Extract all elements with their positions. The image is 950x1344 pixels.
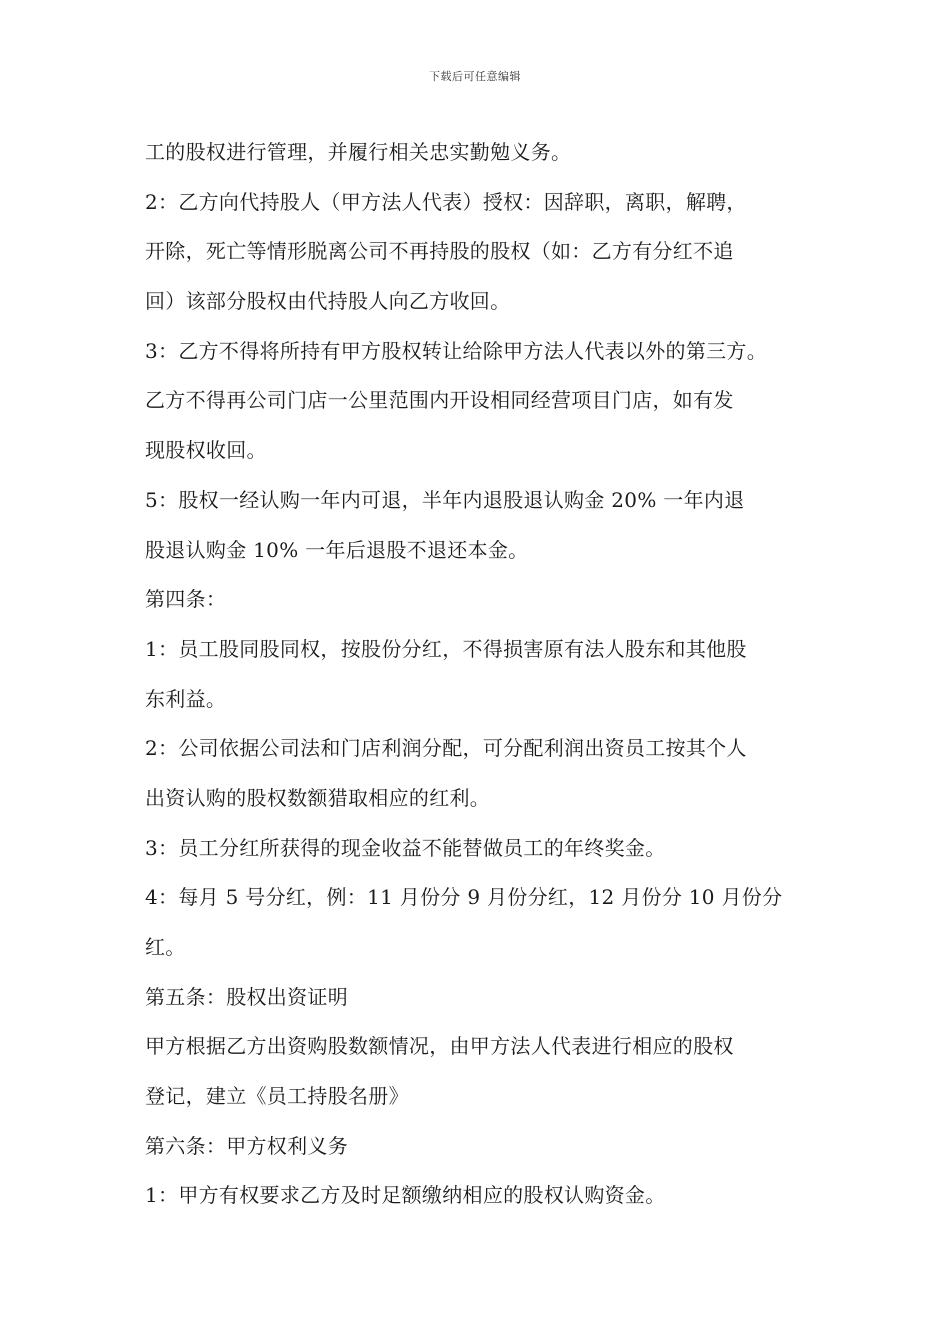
text-line: 3：乙方不得将所持有甲方股权转让给除甲方法人代表以外的第三方。 xyxy=(145,338,768,363)
text-line: 东利益。 xyxy=(145,686,227,711)
text-line: 甲方根据乙方出资购股数额情况，由甲方法人代表进行相应的股权 xyxy=(145,1034,734,1059)
section-heading: 第五条：股权出资证明 xyxy=(145,984,348,1009)
document-body xyxy=(145,128,825,1221)
text-line: 2：公司依据公司法和门店利润分配，可分配利润出资员工按其个人 xyxy=(145,736,747,761)
text-line: 5：股权一经认购一年内可退，半年内退股退认购金 20% 一年内退 xyxy=(145,487,745,512)
text-line: 1：员工股同股同权，按股份分红，不得损害原有法人股东和其他股 xyxy=(145,636,747,661)
text-line: 1：甲方有权要求乙方及时足额缴纳相应的股权认购资金。 xyxy=(145,1183,666,1208)
text-line: 3：员工分红所获得的现金收益不能替做员工的年终奖金。 xyxy=(145,835,666,860)
section-heading: 第六条：甲方权利义务 xyxy=(145,1133,348,1158)
text-line: 现股权收回。 xyxy=(145,438,267,463)
text-line: 2：乙方向代持股人（甲方法人代表）授权：因辞职，离职，解聘， xyxy=(145,189,747,214)
text-line: 出资认购的股权数额猎取相应的红利。 xyxy=(145,785,491,810)
text-line: 登记，建立《员工持股名册》 xyxy=(145,1084,409,1109)
text-line: 回）该部分股权由代持股人向乙方收回。 xyxy=(145,289,511,314)
text-line: 4：每月 5 号分红，例：11 月份分 9 月份分红，12 月份分 10 月份分 xyxy=(145,885,783,910)
page-header: 下载后可任意编辑 xyxy=(429,70,521,83)
text-line: 乙方不得再公司门店一公里范围内开设相同经营项目门店，如有发 xyxy=(145,388,734,413)
text-line: 工的股权进行管理，并履行相关忠实勤勉义务。 xyxy=(145,140,572,164)
section-heading: 第四条： xyxy=(145,587,227,612)
text-line: 红。 xyxy=(145,935,186,959)
text-line: 股退认购金 10% 一年后退股不退还本金。 xyxy=(145,537,529,562)
text-line: 开除，死亡等情形脱离公司不再持股的股权（如：乙方有分红不追 xyxy=(145,239,734,264)
